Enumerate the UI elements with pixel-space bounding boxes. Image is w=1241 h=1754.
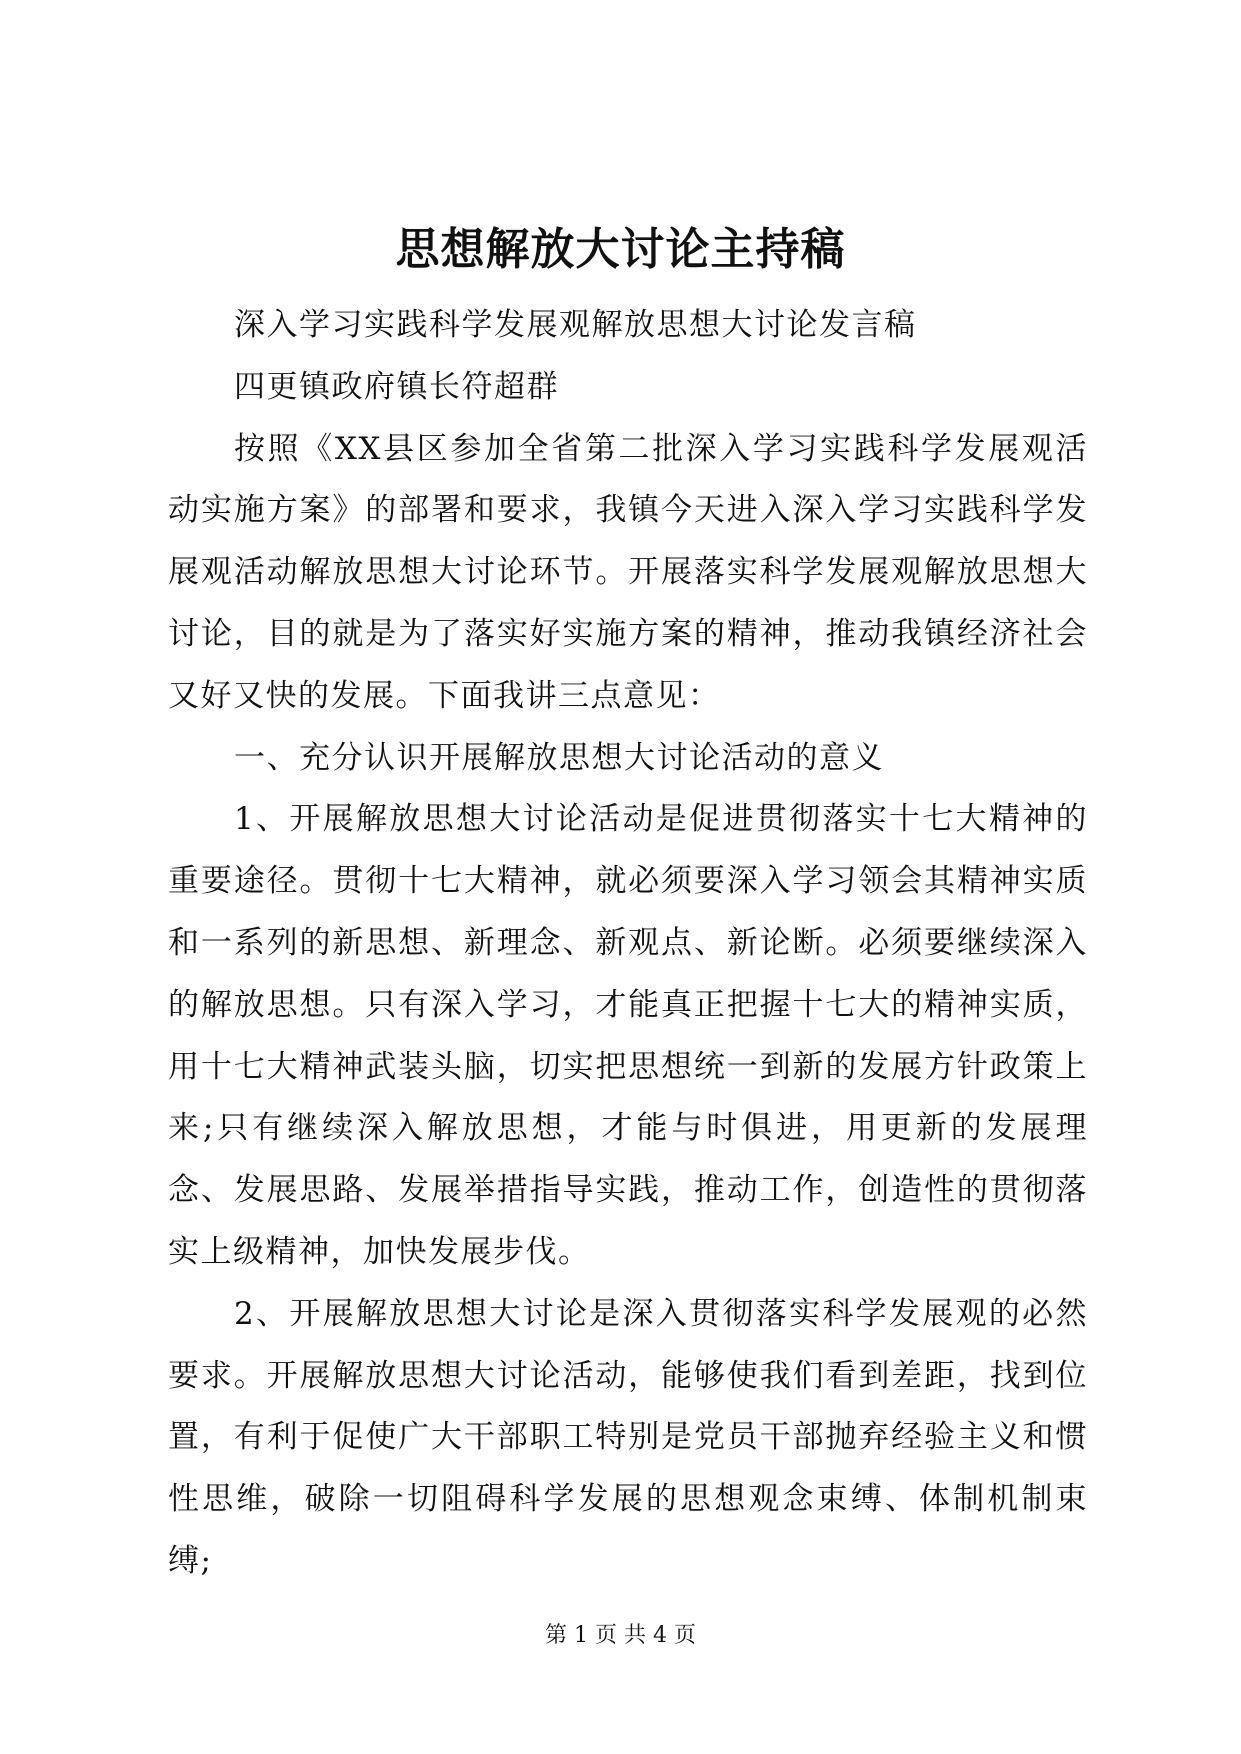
document-body	[168, 295, 1088, 1593]
body-paragraph-2: 2、开展解放思想大讨论是深入贯彻落实科学发展观的必然要求。开展解放思想大讨论活动，能够使我们看到差距，找到位置，有利于促使广大干部职工特别是党员干部抛弃经验主义和惯性思维，破除一切阻碍科学发展的思想观念束缚、体制机制束缚;	[168, 1295, 1088, 1579]
body-paragraph-1: 1、开展解放思想大讨论活动是促进贯彻落实十七大精神的重要途径。贯彻十七大精神，就必须要深入学习领会其精神实质和一系列的新思想、新理念、新观点、新论断。必须要继续深入的解放思想。只有深入学习，才能真正把握十七大的精神实质，用十七大精神武装头脑，切实把思想统一到新的发展方针政策上来;只有继续深入解放思想，才能与时俱进，用更新的发展理念、发展思路、发展举措指导实践，推动工作，创造性的贯彻落实上级精神，加快发展步伐。	[168, 801, 1088, 1270]
section-heading: 一、充分认识开展解放思想大讨论活动的意义	[234, 739, 884, 776]
intro-paragraph: 按照《XX县区参加全省第二批深入学习实践科学发展观活动实施方案》的部署和要求，我镇今天进入深入学习实践科学发展观活动解放思想大讨论环节。开展落实科学发展观解放思想大讨论，目的就是为了落实好实施方案的精神，推动我镇经济社会又好又快的发展。下面我讲三点意见：	[168, 430, 1088, 714]
subtitle-paragraph: 深入学习实践科学发展观解放思想大讨论发言稿	[234, 307, 917, 343]
author-paragraph: 四更镇政府镇长符超群	[234, 368, 559, 405]
page-footer: 第 1 页 共 4 页	[545, 1623, 696, 1648]
document-title: 思想解放大讨论主持稿	[395, 224, 846, 275]
